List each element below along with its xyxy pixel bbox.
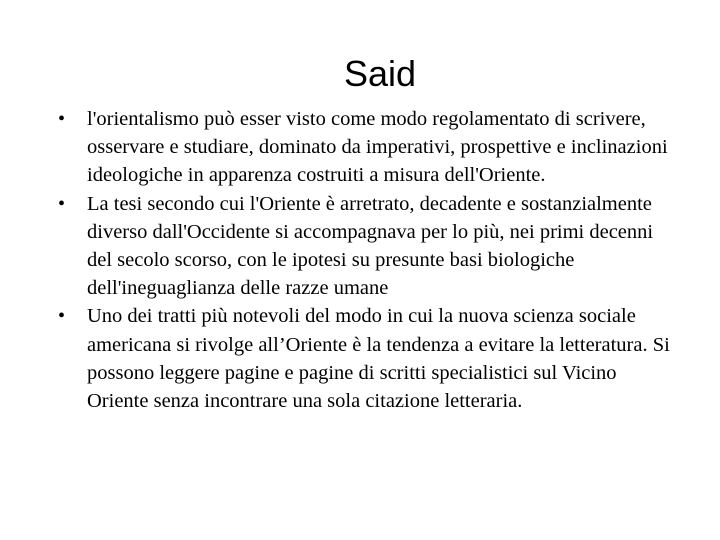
bullet-dot-icon: • xyxy=(58,305,66,328)
bullet-dot-icon: • xyxy=(58,192,66,215)
bullet-text: Uno dei tratti più notevoli del modo in cui la nuova scienza sociale americana si rivolge all’Oriente è la tendenza a evitare la letteratura. Si possono leggere pagine e pagine di scritti specialistici sul Vicino Oriente senza incontrare una sola citazione letteraria. xyxy=(87,305,670,413)
bullet-text: l'orientalismo può esser visto come modo regolamentato di scrivere, osservare e studiare, dominato da imperativi, prospettive e inclinazioni ideologiche in apparenza costruiti a misura dell'Oriente. xyxy=(87,108,668,187)
bullet-dot-icon: • xyxy=(58,108,66,130)
bullet-item xyxy=(56,190,676,303)
bullet-list xyxy=(56,105,676,415)
slide-title: Said xyxy=(343,53,417,94)
bullet-item xyxy=(56,105,676,190)
bullet-text: La tesi secondo cui l'Oriente è arretrato, decadente e sostanzialmente diverso dall'Occidente si accompagnava per lo più, nei primi decenni del secolo scorso, con le ipotesi su presunte basi biologiche dell'ineguaglianza delle razze umane xyxy=(87,192,654,300)
bullet-item xyxy=(56,302,676,415)
